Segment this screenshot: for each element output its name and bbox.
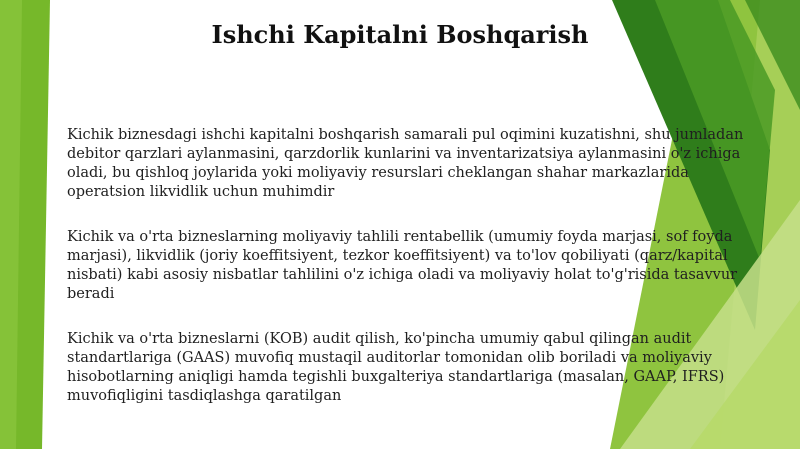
slide-title: Ishchi Kapitalni Boshqarish <box>211 20 589 49</box>
paragraph-audit: Kichik va o'rta bizneslarni (KOB) audit qilish, ko'pincha umumiy qabul qilingan audit standartlariga (GAAS) muvofiq mustaqil auditorlar tomonidan olib boriladi va moliyaviy hisobotlarning aniqligi hamda tegishli buxgalteriya standartlariga (masalan, GAAP, IFRS) muvofiqligini tasdiqlashga qaratilgan <box>67 331 725 404</box>
paragraph-working-capital: Kichik biznesdagi ishchi kapitalni boshqarish samarali pul oqimini kuzatishni, shu jumladan debitor qarzlari aylanmasini, qarzdorlik kunlarini va inventarizatsiya aylanmasini o'z ichiga oladi, bu qishloq joylarida yoki moliyaviy resurslari cheklangan shahar markazlarida operatsion likvidlik uchun muhimdir <box>67 127 744 200</box>
paragraph-financial-analysis: Kichik va o'rta bizneslarning moliyaviy tahlili rentabellik (umumiy foyda marjasi, sof foyda marjasi), likvidlik (joriy koeffitsiyent, tezkor koeffitsiyent) va to'lov qobiliyati (qarz/kapital nisbati) kabi asosiy nisbatlar tahlilini o'z ichiga oladi va moliyaviy holat to'g'risida tasavvur beradi <box>67 229 738 302</box>
